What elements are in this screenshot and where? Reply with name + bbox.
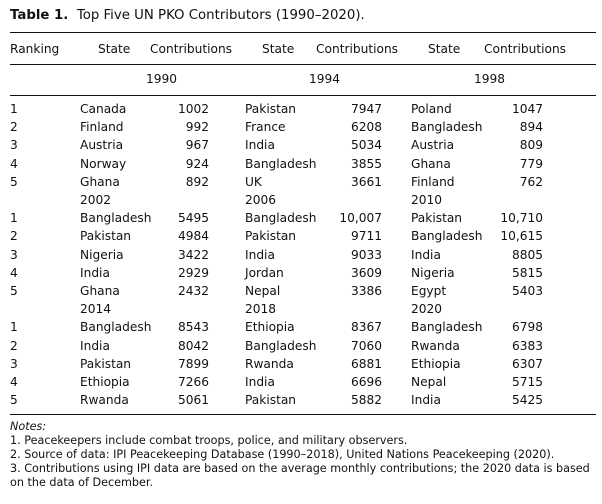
rank-cell: 5 <box>10 174 18 189</box>
contribution-cell: 5815 <box>511 265 543 280</box>
bottom-rule <box>10 414 596 415</box>
state-cell: Norway <box>80 156 127 171</box>
contribution-cell: 3661 <box>350 174 382 189</box>
rank-cell: 1 <box>10 102 18 116</box>
state-cell: Ghana <box>80 284 120 298</box>
contribution-cell: 5425 <box>511 393 543 408</box>
contribution-cell: 6208 <box>350 120 382 135</box>
contribution-cell: 5495 <box>177 211 209 226</box>
contribution-cell: 3422 <box>177 247 209 262</box>
state-cell: Rwanda <box>411 338 460 353</box>
state-cell: Bangladesh <box>245 338 317 353</box>
state-cell: Finland <box>411 174 455 189</box>
state-cell: India <box>245 375 275 389</box>
notes-title: Notes: <box>10 420 47 433</box>
contribution-cell: 762 <box>519 174 543 189</box>
rank-cell: 3 <box>10 247 18 262</box>
contribution-cell: 5061 <box>177 393 209 408</box>
contribution-cell: 7899 <box>177 356 209 371</box>
state-cell: Nepal <box>245 284 281 298</box>
state-cell: India <box>80 265 110 280</box>
column-header: State <box>262 42 295 56</box>
contribution-cell: 1047 <box>511 102 543 116</box>
contribution-cell: 5403 <box>511 284 543 298</box>
state-cell: Rwanda <box>245 356 294 371</box>
contribution-cell: 3386 <box>350 284 382 298</box>
note-1: 1. Peacekeepers include combat troops, police, and military observers. <box>10 434 408 447</box>
year-label: 2010 <box>411 193 443 207</box>
state-cell: Pakistan <box>245 229 297 244</box>
column-header: State <box>98 42 131 56</box>
state-cell: Bangladesh <box>245 156 317 171</box>
rank-cell: 5 <box>10 284 18 298</box>
rank-cell: 2 <box>10 120 18 135</box>
column-header: Contributions <box>150 42 233 56</box>
contribution-cell: 8367 <box>350 320 382 335</box>
contribution-cell: 809 <box>519 138 543 153</box>
state-cell: India <box>411 247 441 262</box>
contribution-cell: 6798 <box>511 320 543 335</box>
year-rule <box>10 95 596 96</box>
state-cell: Pakistan <box>80 229 132 244</box>
state-cell: UK <box>245 174 262 189</box>
contribution-cell: 2929 <box>177 265 209 280</box>
state-cell: Ethiopia <box>411 356 461 371</box>
state-cell: Finland <box>80 120 124 135</box>
state-cell: Nigeria <box>411 265 455 280</box>
state-cell: Poland <box>411 102 452 116</box>
contribution-cell: 779 <box>519 156 543 171</box>
state-cell: Bangladesh <box>411 320 483 335</box>
contribution-cell: 7266 <box>177 375 209 389</box>
year-header: 1998 <box>474 72 506 86</box>
state-cell: Bangladesh <box>80 211 152 226</box>
rank-cell: 1 <box>10 211 18 226</box>
header-rule <box>10 64 596 65</box>
year-header: 1994 <box>309 72 341 86</box>
rank-cell: 2 <box>10 229 18 244</box>
top-rule <box>10 32 596 33</box>
contribution-cell: 8042 <box>177 338 209 353</box>
rank-cell: 2 <box>10 338 18 353</box>
contribution-cell: 6696 <box>350 375 382 389</box>
state-cell: India <box>245 138 275 153</box>
rank-cell: 4 <box>10 156 18 171</box>
contribution-cell: 992 <box>185 120 209 135</box>
state-cell: Ethiopia <box>80 375 130 389</box>
contribution-cell: 5034 <box>350 138 382 153</box>
state-cell: Ghana <box>80 174 120 189</box>
contribution-cell: 6307 <box>511 356 543 371</box>
state-cell: Bangladesh <box>411 229 483 244</box>
column-header: Contributions <box>484 42 567 56</box>
state-cell: India <box>80 338 110 353</box>
contribution-cell: 5882 <box>350 393 382 408</box>
contribution-cell: 8543 <box>177 320 209 335</box>
year-label: 2018 <box>245 302 277 317</box>
contribution-cell: 1002 <box>177 102 209 116</box>
state-cell: Pakistan <box>245 393 297 408</box>
rank-cell: 3 <box>10 138 18 153</box>
contribution-cell: 4984 <box>177 229 209 244</box>
state-cell: India <box>245 247 275 262</box>
rank-cell: 1 <box>10 320 18 335</box>
state-cell: Canada <box>80 102 127 116</box>
contribution-cell: 3609 <box>350 265 382 280</box>
contribution-cell: 2432 <box>177 284 209 298</box>
state-cell: Egypt <box>411 284 447 298</box>
state-cell: Pakistan <box>411 211 463 226</box>
contribution-cell: 894 <box>519 120 543 135</box>
year-header: 1990 <box>146 72 178 86</box>
contribution-cell: 892 <box>185 174 209 189</box>
column-header: Ranking <box>10 42 60 56</box>
state-cell: Bangladesh <box>411 120 483 135</box>
state-cell: Ghana <box>411 156 451 171</box>
contribution-cell: 9033 <box>350 247 382 262</box>
contribution-cell: 3855 <box>350 156 382 171</box>
state-cell: Jordan <box>245 265 284 280</box>
state-cell: Austria <box>411 138 455 153</box>
state-cell: India <box>411 393 441 408</box>
state-cell: Nepal <box>411 375 447 389</box>
state-cell: Nigeria <box>80 247 124 262</box>
rank-cell: 4 <box>10 375 18 389</box>
notes <box>10 420 594 490</box>
contribution-cell: 5715 <box>511 375 543 389</box>
table-caption <box>10 8 365 23</box>
contribution-cell: 10,007 <box>339 211 382 226</box>
table-label: Table 1. <box>10 8 69 23</box>
contribution-cell: 924 <box>185 156 209 171</box>
year-label: 2020 <box>411 302 443 317</box>
year-label: 2006 <box>245 193 277 207</box>
state-cell: Bangladesh <box>245 211 317 226</box>
contribution-cell: 7947 <box>350 102 382 116</box>
year-label: 2002 <box>80 193 112 207</box>
rank-cell: 3 <box>10 356 18 371</box>
state-cell: Ethiopia <box>245 320 295 335</box>
state-cell: Pakistan <box>245 102 297 116</box>
state-cell: Rwanda <box>80 393 129 408</box>
contribution-cell: 967 <box>185 138 209 153</box>
contribution-cell: 7060 <box>350 338 382 353</box>
state-cell: Austria <box>80 138 124 153</box>
contribution-cell: 10,615 <box>500 229 543 244</box>
column-header: Contributions <box>316 42 399 56</box>
state-cell: Bangladesh <box>80 320 152 335</box>
contribution-cell: 8805 <box>511 247 543 262</box>
contribution-cell: 6383 <box>511 338 543 353</box>
year-label: 2014 <box>80 302 112 317</box>
table-title: Top Five UN PKO Contributors (1990–2020). <box>76 8 365 23</box>
contribution-cell: 10,710 <box>500 211 543 226</box>
contribution-cell: 9711 <box>350 229 382 244</box>
state-cell: France <box>245 120 286 135</box>
note-3: 3. Contributions using IPI data are based on the average monthly contributions; the 2020 data is based on the data of December. <box>10 462 590 489</box>
column-header: State <box>428 42 461 56</box>
contribution-cell: 6881 <box>350 356 382 371</box>
state-cell: Pakistan <box>80 356 132 371</box>
rank-cell: 5 <box>10 393 18 408</box>
rank-cell: 4 <box>10 265 18 280</box>
note-2: 2. Source of data: IPI Peacekeeping Database (1990–2018), United Nations Peacekeeping (2020). <box>10 448 555 461</box>
